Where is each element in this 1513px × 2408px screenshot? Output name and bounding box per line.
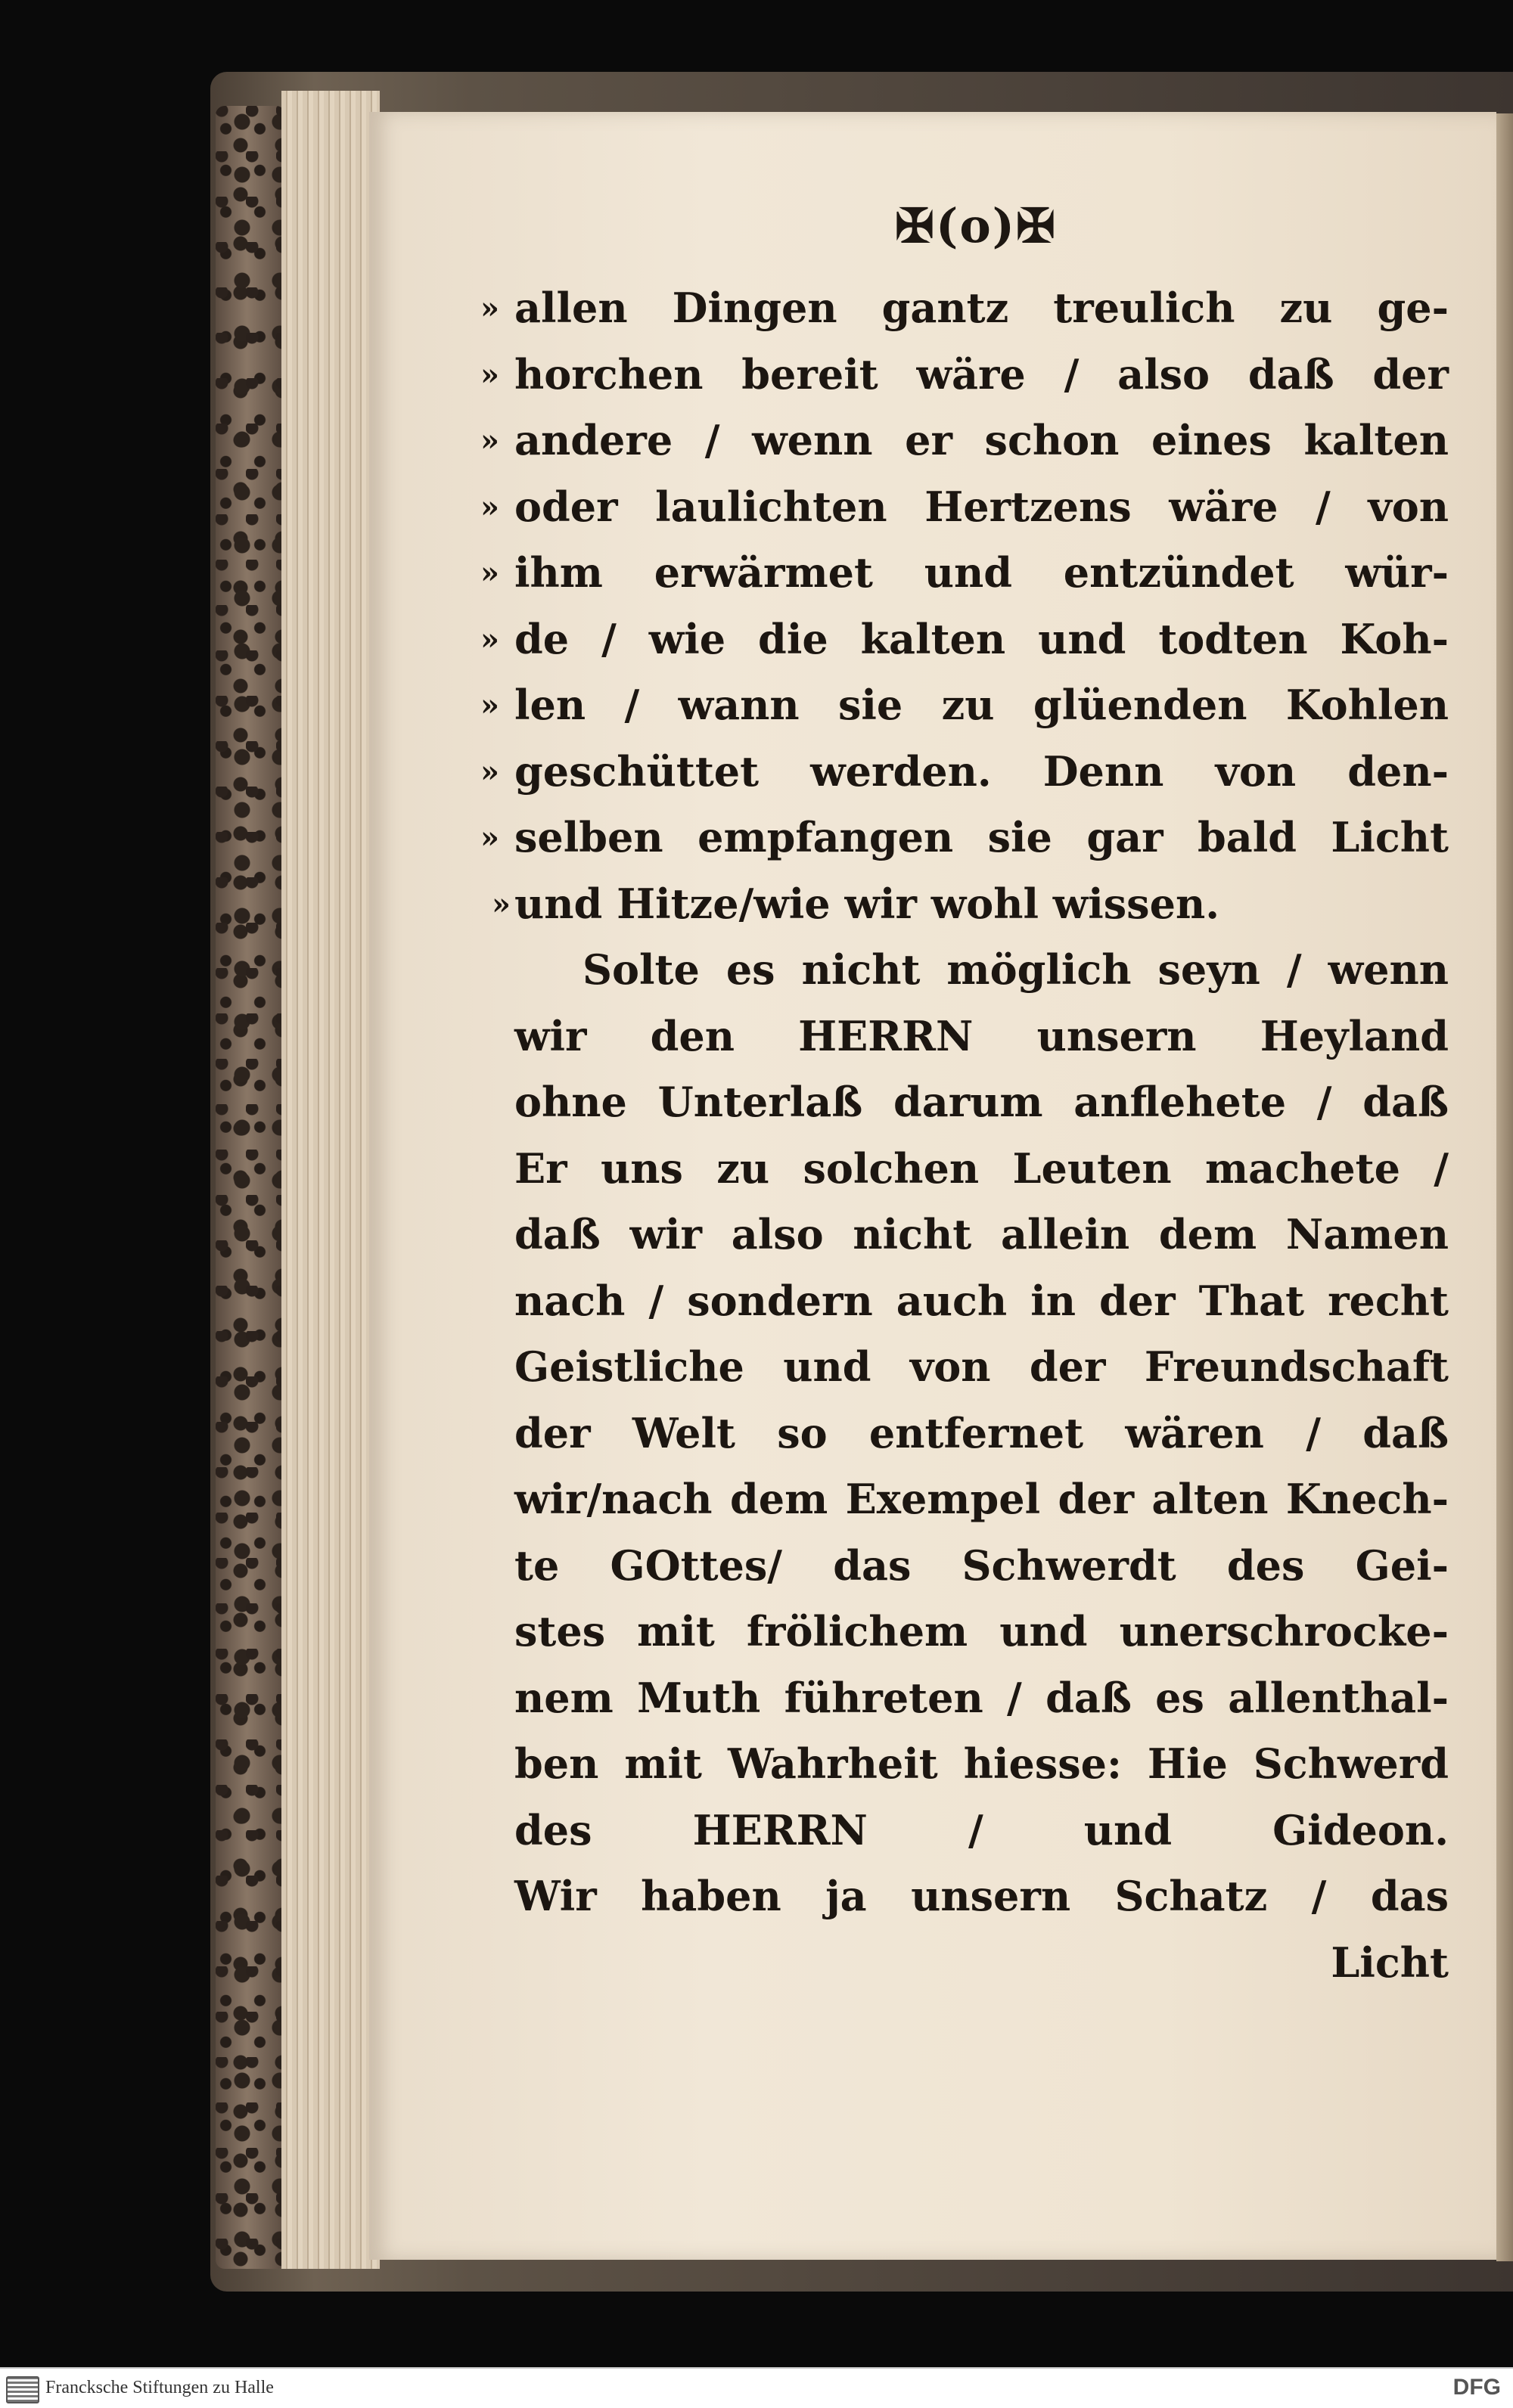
text-line bbox=[514, 1334, 1449, 1401]
body-text bbox=[480, 275, 1449, 1996]
line-text: ihm erwärmet und entzündet wür- bbox=[514, 548, 1449, 597]
text-line bbox=[514, 1202, 1449, 1268]
line-text: nem Muth führeten / daß es allenthal- bbox=[514, 1673, 1449, 1722]
text-line bbox=[480, 408, 1449, 474]
line-text: Er uns zu solchen Leuten machete / bbox=[514, 1143, 1449, 1193]
line-text: des HERRN / und Gideon. bbox=[514, 1805, 1449, 1854]
text-line bbox=[514, 1863, 1449, 1930]
line-text: len / wann sie zu glüenden Kohlen bbox=[514, 681, 1449, 729]
text-line bbox=[514, 937, 1449, 1004]
line-text: de / wie die kalten und todten Koh- bbox=[514, 614, 1449, 663]
quote-mark: » bbox=[480, 621, 499, 657]
facing-page-edge bbox=[1496, 113, 1513, 2261]
line-text: Geistliche und von der Freundschaft bbox=[514, 1342, 1449, 1391]
line-text: wir/nach dem Exempel der alten Knech- bbox=[514, 1475, 1449, 1523]
quote-mark: » bbox=[480, 489, 499, 525]
line-text: andere / wenn er schon eines kalten bbox=[514, 416, 1449, 464]
text-line bbox=[480, 672, 1449, 739]
institution-logo-icon bbox=[6, 2376, 39, 2403]
text-line bbox=[480, 342, 1449, 408]
line-text: und Hitze/wie wir wohl wissen. bbox=[514, 879, 1220, 928]
line-text: ohne Unterlaß darum anflehete / daß bbox=[514, 1078, 1449, 1126]
text-line bbox=[514, 1731, 1449, 1798]
footer-institution: Francksche Stiftungen zu Halle bbox=[45, 2378, 274, 2397]
text-line bbox=[480, 275, 1449, 342]
line-text: Wir haben ja unsern Schatz / das bbox=[514, 1872, 1449, 1920]
text-line bbox=[514, 1466, 1449, 1533]
line-text: allen Dingen gantz treulich zu ge- bbox=[514, 284, 1449, 332]
line-text: stes mit frölichem und unerschrocke- bbox=[514, 1607, 1449, 1656]
line-text: Solte es nicht möglich seyn / wenn bbox=[583, 945, 1449, 994]
quote-mark: » bbox=[480, 290, 499, 326]
text-line bbox=[514, 1004, 1449, 1070]
line-text: te GOttes/ das Schwerdt des Gei- bbox=[514, 1541, 1449, 1590]
line-text: geschüttet werden. Denn von den- bbox=[514, 746, 1449, 796]
text-line bbox=[480, 805, 1449, 871]
quote-mark: » bbox=[480, 753, 499, 790]
page-header-ornament: ✠(o)✠ bbox=[895, 198, 1057, 253]
text-line bbox=[514, 1599, 1449, 1665]
text-line bbox=[480, 739, 1449, 805]
quote-mark: » bbox=[480, 356, 499, 393]
line-text: ben mit Wahrheit hiesse: Hie Schwerd bbox=[514, 1739, 1449, 1788]
text-line bbox=[514, 1401, 1449, 1467]
line-text: wir den HERRN unsern Heyland bbox=[514, 1011, 1449, 1060]
text-line bbox=[514, 1665, 1449, 1732]
text-line bbox=[480, 474, 1449, 541]
dfg-logo: DFG bbox=[1452, 2375, 1501, 2400]
text-line bbox=[514, 1136, 1449, 1202]
quote-mark: » bbox=[492, 886, 511, 922]
text-line bbox=[514, 1268, 1449, 1335]
quote-mark: » bbox=[480, 423, 499, 458]
quote-mark: » bbox=[480, 687, 499, 723]
footer-bar bbox=[0, 2367, 1513, 2408]
quote-mark: » bbox=[480, 555, 499, 591]
text-line bbox=[480, 607, 1449, 673]
quote-mark: » bbox=[480, 820, 499, 855]
book-spine bbox=[216, 106, 285, 2269]
catchword: Licht bbox=[1331, 1938, 1449, 1987]
line-text: der Welt so entfernet wären / daß bbox=[514, 1408, 1449, 1457]
text-line bbox=[514, 1798, 1449, 1864]
line-text: daß wir also nicht allein dem Namen bbox=[514, 1210, 1449, 1258]
text-line bbox=[480, 540, 1449, 607]
line-text: nach / sondern auch in der That recht bbox=[514, 1276, 1449, 1325]
line-text: selben empfangen sie gar bald Licht bbox=[514, 813, 1449, 861]
line-text: oder laulichten Hertzens wäre / von bbox=[514, 482, 1449, 531]
text-line bbox=[514, 1069, 1449, 1136]
line-text: horchen bereit wäre / also daß der bbox=[514, 349, 1449, 399]
page-edges bbox=[281, 91, 380, 2269]
text-line bbox=[492, 871, 1449, 938]
text-line bbox=[514, 1533, 1449, 1600]
